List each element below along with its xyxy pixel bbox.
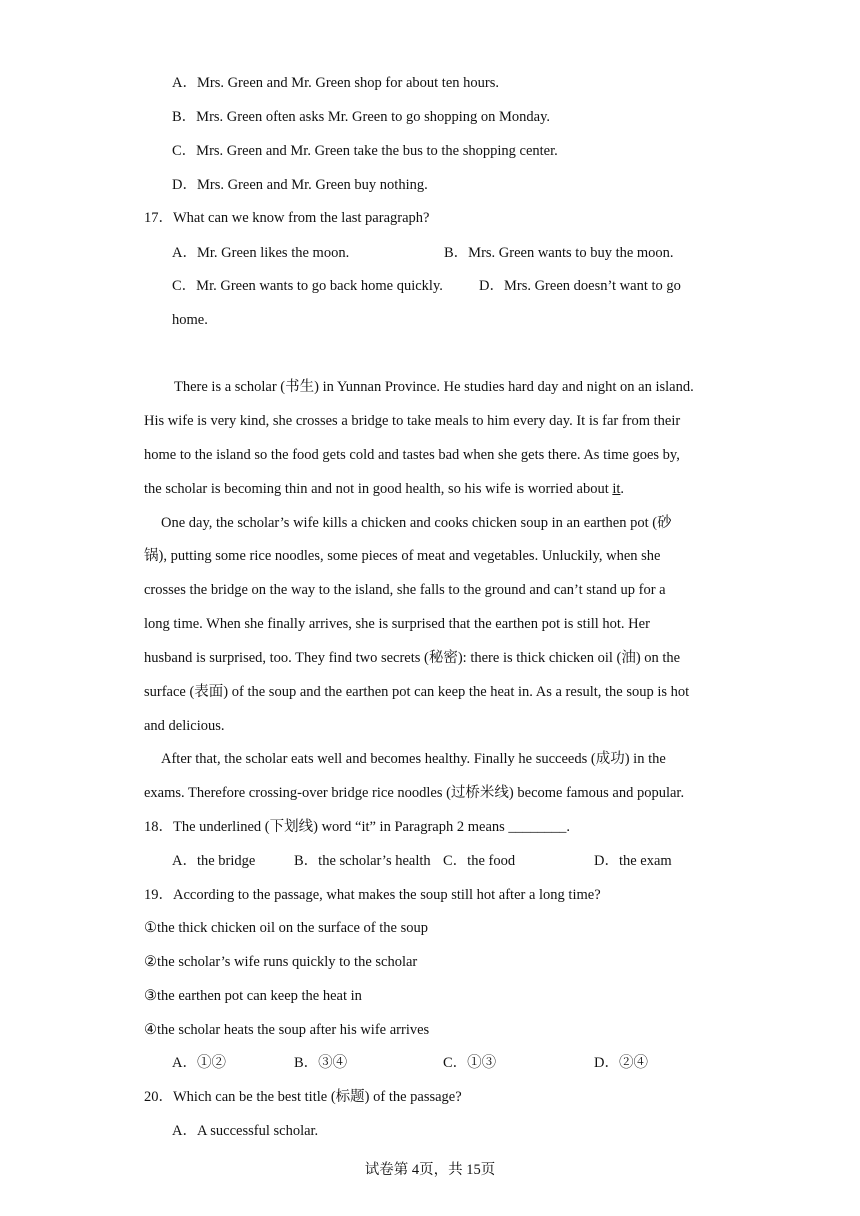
passage-p1-period: .	[620, 481, 625, 497]
passage-p3-line-1: After that, the scholar eats well and becomes healthy. Finally he succeeds (成功) in the	[161, 751, 666, 767]
passage-p2-line-2: 锅), putting some rice noodles, some pieces of meat and vegetables. Unluckily, when she	[144, 548, 661, 564]
q16-option-b: B．Mrs. Green often asks Mr. Green to go shopping on Monday.	[172, 109, 551, 125]
q16-option-a: A．Mrs. Green and Mr. Green shop for about ten hours.	[172, 75, 499, 91]
q19-option-c: C．①③	[443, 1055, 497, 1071]
passage-p2-line-6: surface (表面) of the soup and the earthen pot can keep the heat in. As a result, the soup is hot	[144, 684, 690, 700]
q19-item-1: ①the thick chicken oil on the surface of the soup	[144, 920, 428, 936]
q17-stem: 17．What can we know from the last paragraph?	[144, 210, 430, 226]
page-footer: 试卷第 4页，共 15页	[364, 1162, 496, 1178]
passage-p1-line-4	[144, 479, 624, 499]
q18-option-d: D．the exam	[594, 853, 672, 869]
q18-option-a: A．the bridge	[172, 853, 256, 869]
passage-p2-line-7: and delicious.	[144, 718, 225, 734]
q20-stem: 20．Which can be the best title (标题) of the passage?	[144, 1089, 462, 1105]
q19-item-2: ②the scholar’s wife runs quickly to the scholar	[144, 954, 418, 970]
q19-option-b: B．③④	[294, 1055, 348, 1071]
passage-p2-line-4: long time. When she finally arrives, she is surprised that the earthen pot is still hot. Her	[144, 616, 650, 632]
q19-stem: 19．According to the passage, what makes the soup still hot after a long time?	[144, 887, 601, 903]
passage-p1-line-3: home to the island so the food gets cold and tastes bad when she gets there. As time goes by,	[144, 447, 680, 463]
q17-option-a: A．Mr. Green likes the moon.	[172, 245, 350, 261]
q19-item-4: ④the scholar heats the soup after his wife arrives	[144, 1022, 430, 1038]
passage-p2-line-3: crosses the bridge on the way to the island, she falls to the ground and can’t stand up for a	[144, 582, 666, 598]
q17-option-d: D．Mrs. Green doesn’t want to go	[479, 278, 681, 294]
q18-option-b: B．the scholar’s health	[294, 853, 431, 869]
passage-p1-line-4-text: the scholar is becoming thin and not in good health, so his wife is worried about	[144, 481, 613, 497]
q19-option-a: A．①②	[172, 1055, 226, 1071]
q20-option-a: A．A successful scholar.	[172, 1123, 319, 1139]
q18-stem: 18．The underlined (下划线) word “it” in Paragraph 2 means ________.	[144, 819, 571, 835]
passage-p2-line-5: husband is surprised, too. They find two secrets (秘密): there is thick chicken oil (油) on the	[144, 650, 681, 666]
q17-option-c: C．Mr. Green wants to go back home quickly.	[172, 278, 443, 294]
underlined-word-it: it	[612, 481, 621, 497]
q19-option-d: D．②④	[594, 1055, 648, 1071]
passage-p1-line-1: There is a scholar (书生) in Yunnan Province. He studies hard day and night on an island.	[174, 379, 694, 395]
q18-option-c: C．the food	[443, 853, 516, 869]
q17-option-d-wrap: home.	[172, 312, 208, 328]
passage-p1-line-2: His wife is very kind, she crosses a bridge to take meals to him every day. It is far from their	[144, 413, 681, 429]
q16-option-c: C．Mrs. Green and Mr. Green take the bus to the shopping center.	[172, 143, 558, 159]
passage-p2-line-1: One day, the scholar’s wife kills a chicken and cooks chicken soup in an earthen pot (砂	[161, 515, 672, 531]
q16-option-d: D．Mrs. Green and Mr. Green buy nothing.	[172, 177, 428, 193]
passage-p3-line-2: exams. Therefore crossing-over bridge rice noodles (过桥米线) become famous and popular.	[144, 785, 685, 801]
q17-option-b: B．Mrs. Green wants to buy the moon.	[444, 245, 674, 261]
q19-item-3: ③the earthen pot can keep the heat in	[144, 988, 362, 1004]
